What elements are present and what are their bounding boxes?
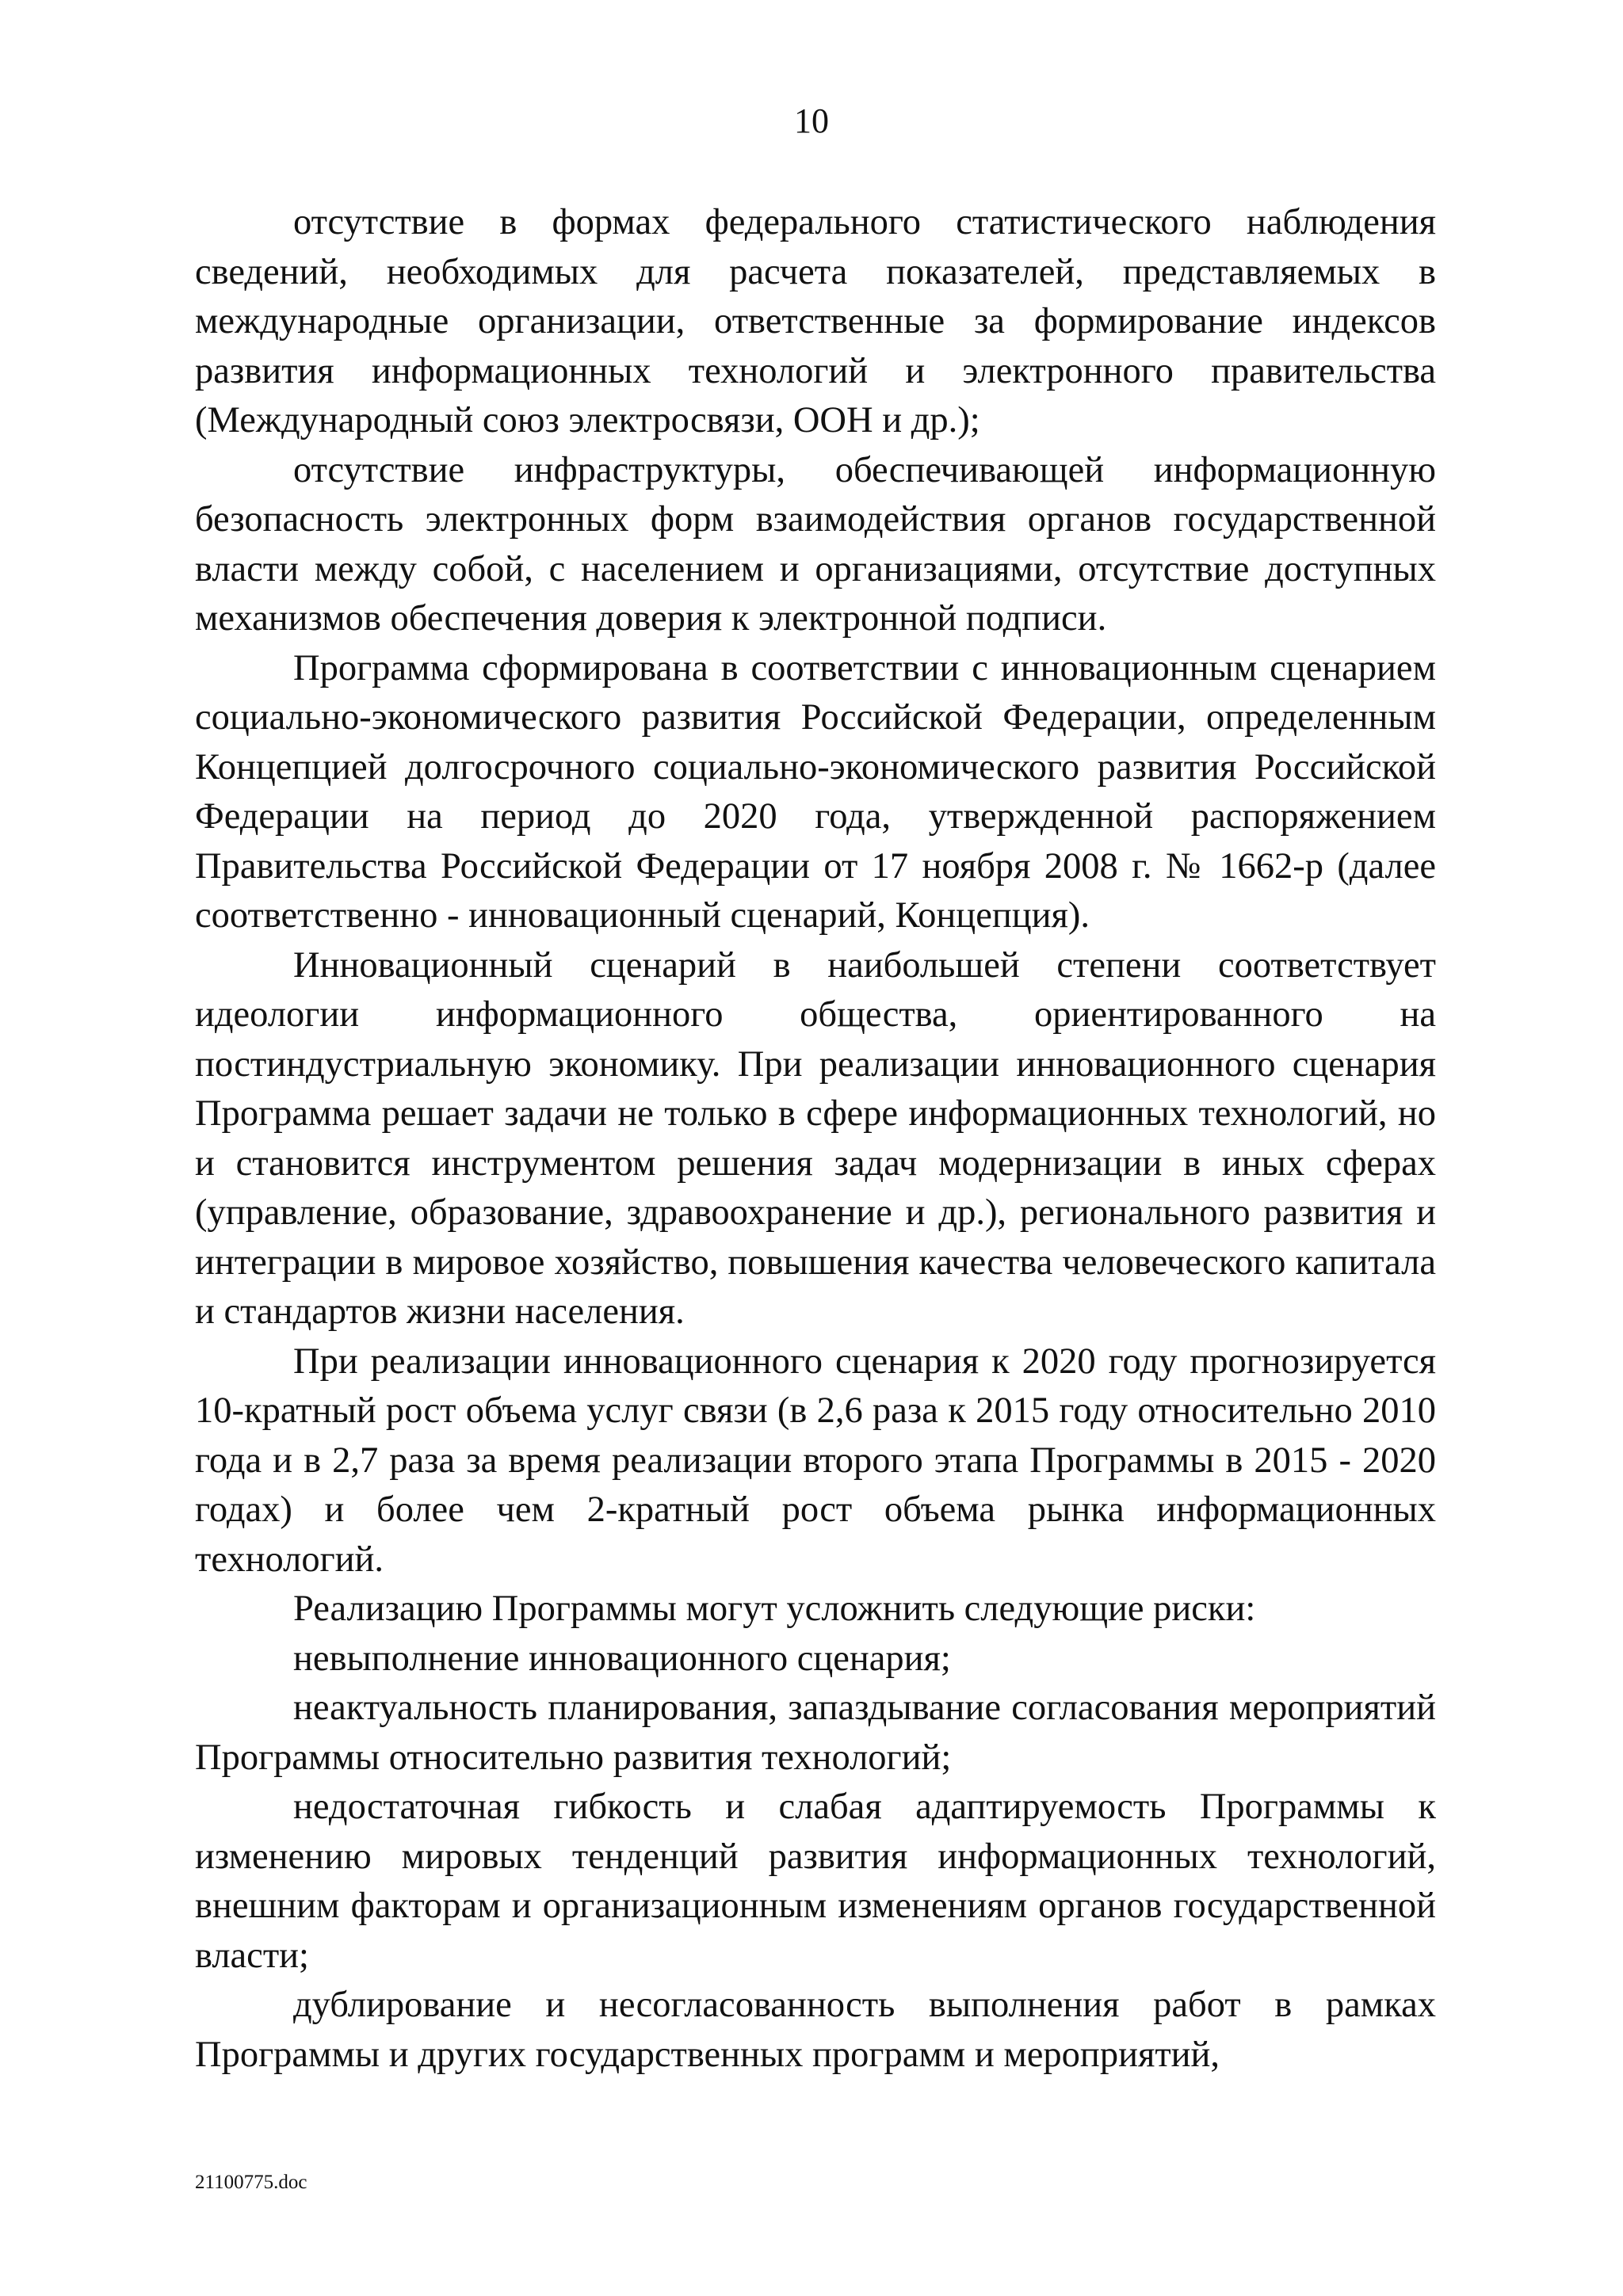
paragraph-risks-intro: Реализацию Программы могут усложнить следующие риски: <box>293 1589 1256 1629</box>
paragraph-innovation-scenario: Инновационный сценарий в наибольшей степени соответствует идеологии информационного общества, ориентированного на постиндустриальную экономику. При реализации инновационного сценария Программа решает задачи не только в сфере информационных технологий, но и становится инструментом решения задач модернизации в иных сферах (управление, образование, здравоохранение и др.), регионального развития и интеграции в мировое хозяйство, повышения качества человеческого капитала и стандартов жизни населения. <box>195 944 1436 1332</box>
paragraph-statistics-gap: отсутствие в формах федерального статистического наблюдения сведений, необходимых для расчета показателей, представляемых в международные организации, ответственные за формирование индексов развития информационных технологий и электронного правительства (Международный союз электросвязи, ООН и др.); <box>195 202 1436 441</box>
page-number: 10 <box>794 101 829 140</box>
paragraph-risk-planning: неактуальность планирования, запаздывание согласования мероприятий Программы относительно развития технологий; <box>195 1688 1436 1778</box>
paragraph-risk-scenario-failure: невыполнение инновационного сценария; <box>293 1638 951 1679</box>
paragraph-growth-forecast: При реализации инновационного сценария к 2020 году прогнозируется 10-кратный рост объема услуг связи (в 2,6 раза к 2015 году относительно 2010 года и в 2,7 раза за время реализации второго этапа Программы в 2015 - 2020 годах) и более чем 2-кратный рост объема рынка информационных технологий. <box>195 1341 1436 1580</box>
paragraph-program-scenario: Программа сформирована в соответствии с инновационным сценарием социально-экономического развития Российской Федерации, определенным Концепцией долгосрочного социально-экономического развития Российской Федерации на период до 2020 года, утвержденной распоряжением Правительства Российской Федерации от 17 ноября 2008 г. № 1662-р (далее соответственно - инновационный сценарий, Концепция). <box>195 647 1436 936</box>
document-body <box>195 198 1436 2080</box>
footer-filename: 21100775.doc <box>195 2172 307 2193</box>
paragraph-risk-duplication: дублирование и несогласованность выполнения работ в рамках Программы и других государственных программ и мероприятий, <box>195 1985 1436 2075</box>
paragraph-risk-flexibility: недостаточная гибкость и слабая адаптируемость Программы к изменению мировых тенденций развития информационных технологий, внешним факторам и организационным изменениям органов государственной власти; <box>195 1787 1436 1976</box>
paragraph-security-infrastructure: отсутствие инфраструктуры, обеспечивающей информационную безопасность электронных форм взаимодействия органов государственной власти между собой, с населением и организациями, отсутствие доступных механизмов обеспечения доверия к электронной подписи. <box>195 449 1436 639</box>
